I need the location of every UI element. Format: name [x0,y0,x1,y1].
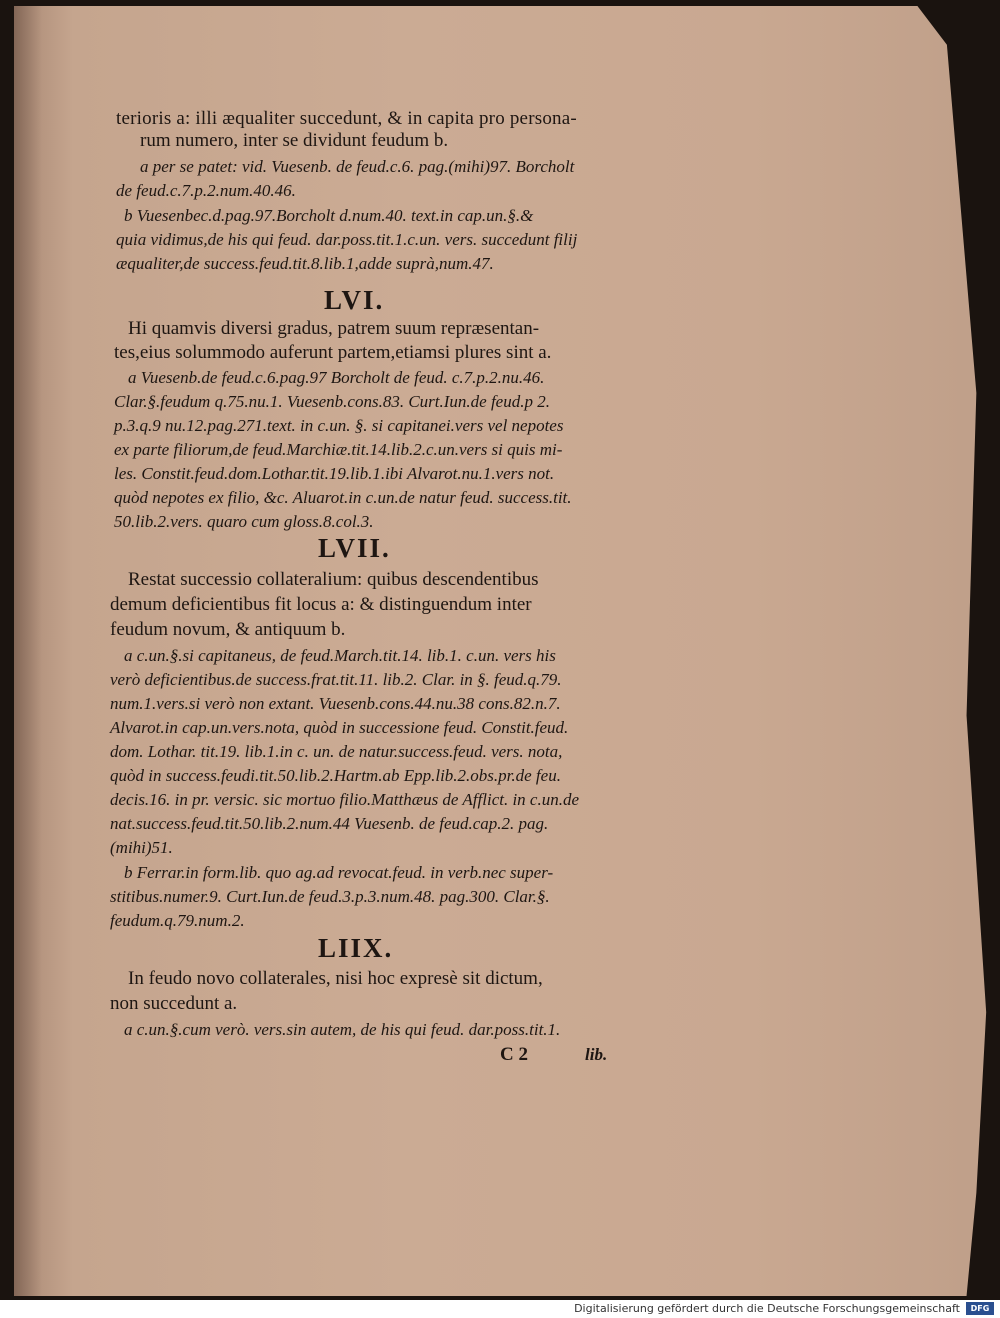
text-line: feudum novum, & antiquum b. [110,619,346,640]
footnote-line: (mihi)51. [110,838,173,857]
footnote-line: quòd in success.feudi.tit.50.lib.2.Hartm.ab Epp.lib.2.obs.pr.de feu. [110,766,561,785]
text-line: Restat successio collateralium: quibus descendentibus [128,569,539,590]
footnote-line: nat.success.feud.tit.50.lib.2.num.44 Vuesenb. de feud.cap.2. pag. [110,814,549,833]
footer-bar [0,1300,1000,1318]
footnote-line: Clar.§.feudum q.75.nu.1. Vuesenb.cons.83. Curt.Iun.de feud.p 2. [114,392,550,411]
footnote-line: a per se patet: vid. Vuesenb. de feud.c.6. pag.(mihi)97. Borcholt [140,157,575,176]
footnote-line: les. Constit.feud.dom.Lothar.tit.19.lib.1.ibi Alvarot.nu.1.vers not. [114,464,555,483]
footnote-line: a Vuesenb.de feud.c.6.pag.97 Borcholt de feud. c.7.p.2.nu.46. [128,368,545,387]
catchword: lib. [585,1045,608,1064]
section-heading: LVII. [318,533,391,563]
footnote-line: a c.un.§.cum verò. vers.sin autem, de his qui feud. dar.poss.tit.1. [124,1020,561,1039]
footnote-line: verò deficientibus.de success.frat.tit.11. lib.2. Clar. in §. feud.q.79. [110,670,562,689]
footnote-line: 50.lib.2.vers. quaro cum gloss.8.col.3. [114,512,374,531]
footnote-line: p.3.q.9 nu.12.pag.271.text. in c.un. §. si capitanei.vers vel nepotes [114,416,564,435]
dfg-logo: DFG [966,1302,994,1315]
section-heading: LVI. [324,285,385,315]
footnote-line: feudum.q.79.num.2. [110,911,245,930]
text-line: rum numero, inter se dividunt feudum b. [140,130,449,151]
text-line: non succedunt a. [110,993,238,1014]
footnote-line: num.1.vers.si verò non extant. Vuesenb.cons.44.nu.38 cons.82.n.7. [110,694,561,713]
text-line: Hi quamvis diversi gradus, patrem suum repræsentan- [128,318,540,339]
text-line: tes,eius solummodo auferunt partem,etiamsi plures sint a. [114,342,552,363]
footnote-line: de feud.c.7.p.2.num.40.46. [116,181,296,200]
footnote-line: quia vidimus,de his qui feud. dar.poss.tit.1.c.un. vers. succedunt filij [116,230,578,249]
footnote-line: Alvarot.in cap.un.vers.nota, quòd in successione feud. Constit.feud. [110,718,569,737]
footnote-line: stitibus.numer.9. Curt.Iun.de feud.3.p.3.num.48. pag.300. Clar.§. [110,887,550,906]
footnote-line: ex parte filiorum,de feud.Marchiæ.tit.14.lib.2.c.un.vers si quis mi- [114,440,563,459]
signature-mark: C 2 [500,1044,528,1065]
footnote-line: dom. Lothar. tit.19. lib.1.in c. un. de natur.success.feud. vers. nota, [110,742,563,761]
footer-credit: Digitalisierung gefördert durch die Deutsche Forschungsgemeinschaft [574,1302,960,1315]
text-line: terioris a: illi æqualiter succedunt, & in capita pro persona- [116,108,577,129]
footnote-line: a c.un.§.si capitaneus, de feud.March.tit.14. lib.1. c.un. vers his [124,646,556,665]
footnote-line: decis.16. in pr. versic. sic mortuo filio.Matthæus de Afflict. in c.un.de [110,790,580,809]
footnote-line: b Vuesenbec.d.pag.97.Borcholt d.num.40. text.in cap.un.§.& [124,206,534,225]
section-heading: LIIX. [318,933,394,963]
text-line: demum deficientibus fit locus a: & distinguendum inter [110,594,532,615]
footnote-line: æqualiter,de success.feud.tit.8.lib.1,adde suprà,num.47. [116,254,494,273]
footnote-line: quòd nepotes ex filio, &c. Aluarot.in c.un.de natur feud. success.tit. [114,488,572,507]
text-line: In feudo novo collaterales, nisi hoc expresè sit dictum, [128,968,543,989]
footnote-line: b Ferrar.in form.lib. quo ag.ad revocat.feud. in verb.nec super- [124,863,554,882]
